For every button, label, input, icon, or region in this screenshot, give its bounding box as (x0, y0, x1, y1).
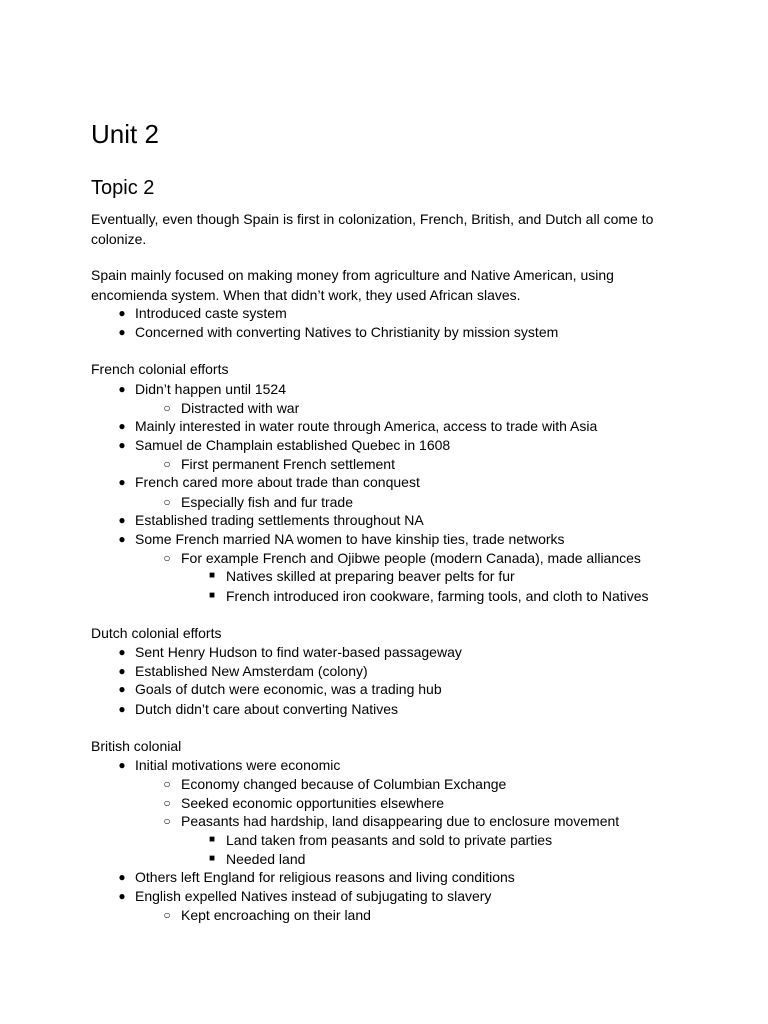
hollow-bullet-icon: ○ (163, 777, 171, 791)
section-heading-dutch: Dutch colonial efforts (91, 625, 222, 641)
hollow-bullet-icon: ○ (163, 908, 171, 922)
bullet-icon: ● (118, 645, 126, 659)
bullet-icon: ● (118, 702, 126, 716)
bullet-icon: ● (118, 664, 126, 678)
square-bullet-icon: ■ (208, 570, 216, 581)
hollow-bullet-icon: ○ (163, 457, 171, 471)
hollow-bullet-icon: ○ (163, 814, 171, 828)
bullet-icon: ● (118, 532, 126, 546)
bullet-icon: ● (118, 682, 126, 696)
bullet-icon: ● (118, 475, 126, 489)
square-bullet-icon: ■ (208, 853, 216, 864)
hollow-bullet-icon: ○ (163, 401, 171, 415)
bullet-icon: ● (118, 889, 126, 903)
bullet-icon: ● (118, 325, 126, 339)
intro-paragraph: Eventually, even though Spain is first in colonization, French, British, and Dutch all come to colonize. (91, 211, 654, 247)
page-title: Unit 2 (91, 119, 159, 149)
section-heading-british: British colonial (91, 738, 182, 754)
section-heading-french: French colonial efforts (91, 361, 229, 377)
spain-paragraph: Spain mainly focused on making money from agriculture and Native American, using encomienda system. When that didn’t work, they used African slaves. (91, 267, 614, 303)
bullet-icon: ● (118, 870, 126, 884)
hollow-bullet-icon: ○ (163, 495, 171, 509)
page-subtitle: Topic 2 (91, 177, 155, 199)
bullet-icon: ● (118, 419, 126, 433)
bullet-icon: ● (118, 758, 126, 772)
bullet-icon: ● (118, 438, 126, 452)
bullet-icon: ● (118, 382, 126, 396)
hollow-bullet-icon: ○ (163, 796, 171, 810)
bullet-icon: ● (118, 306, 126, 320)
bullet-icon: ● (118, 513, 126, 527)
square-bullet-icon: ■ (208, 590, 216, 601)
square-bullet-icon: ■ (208, 834, 216, 845)
hollow-bullet-icon: ○ (163, 551, 171, 565)
